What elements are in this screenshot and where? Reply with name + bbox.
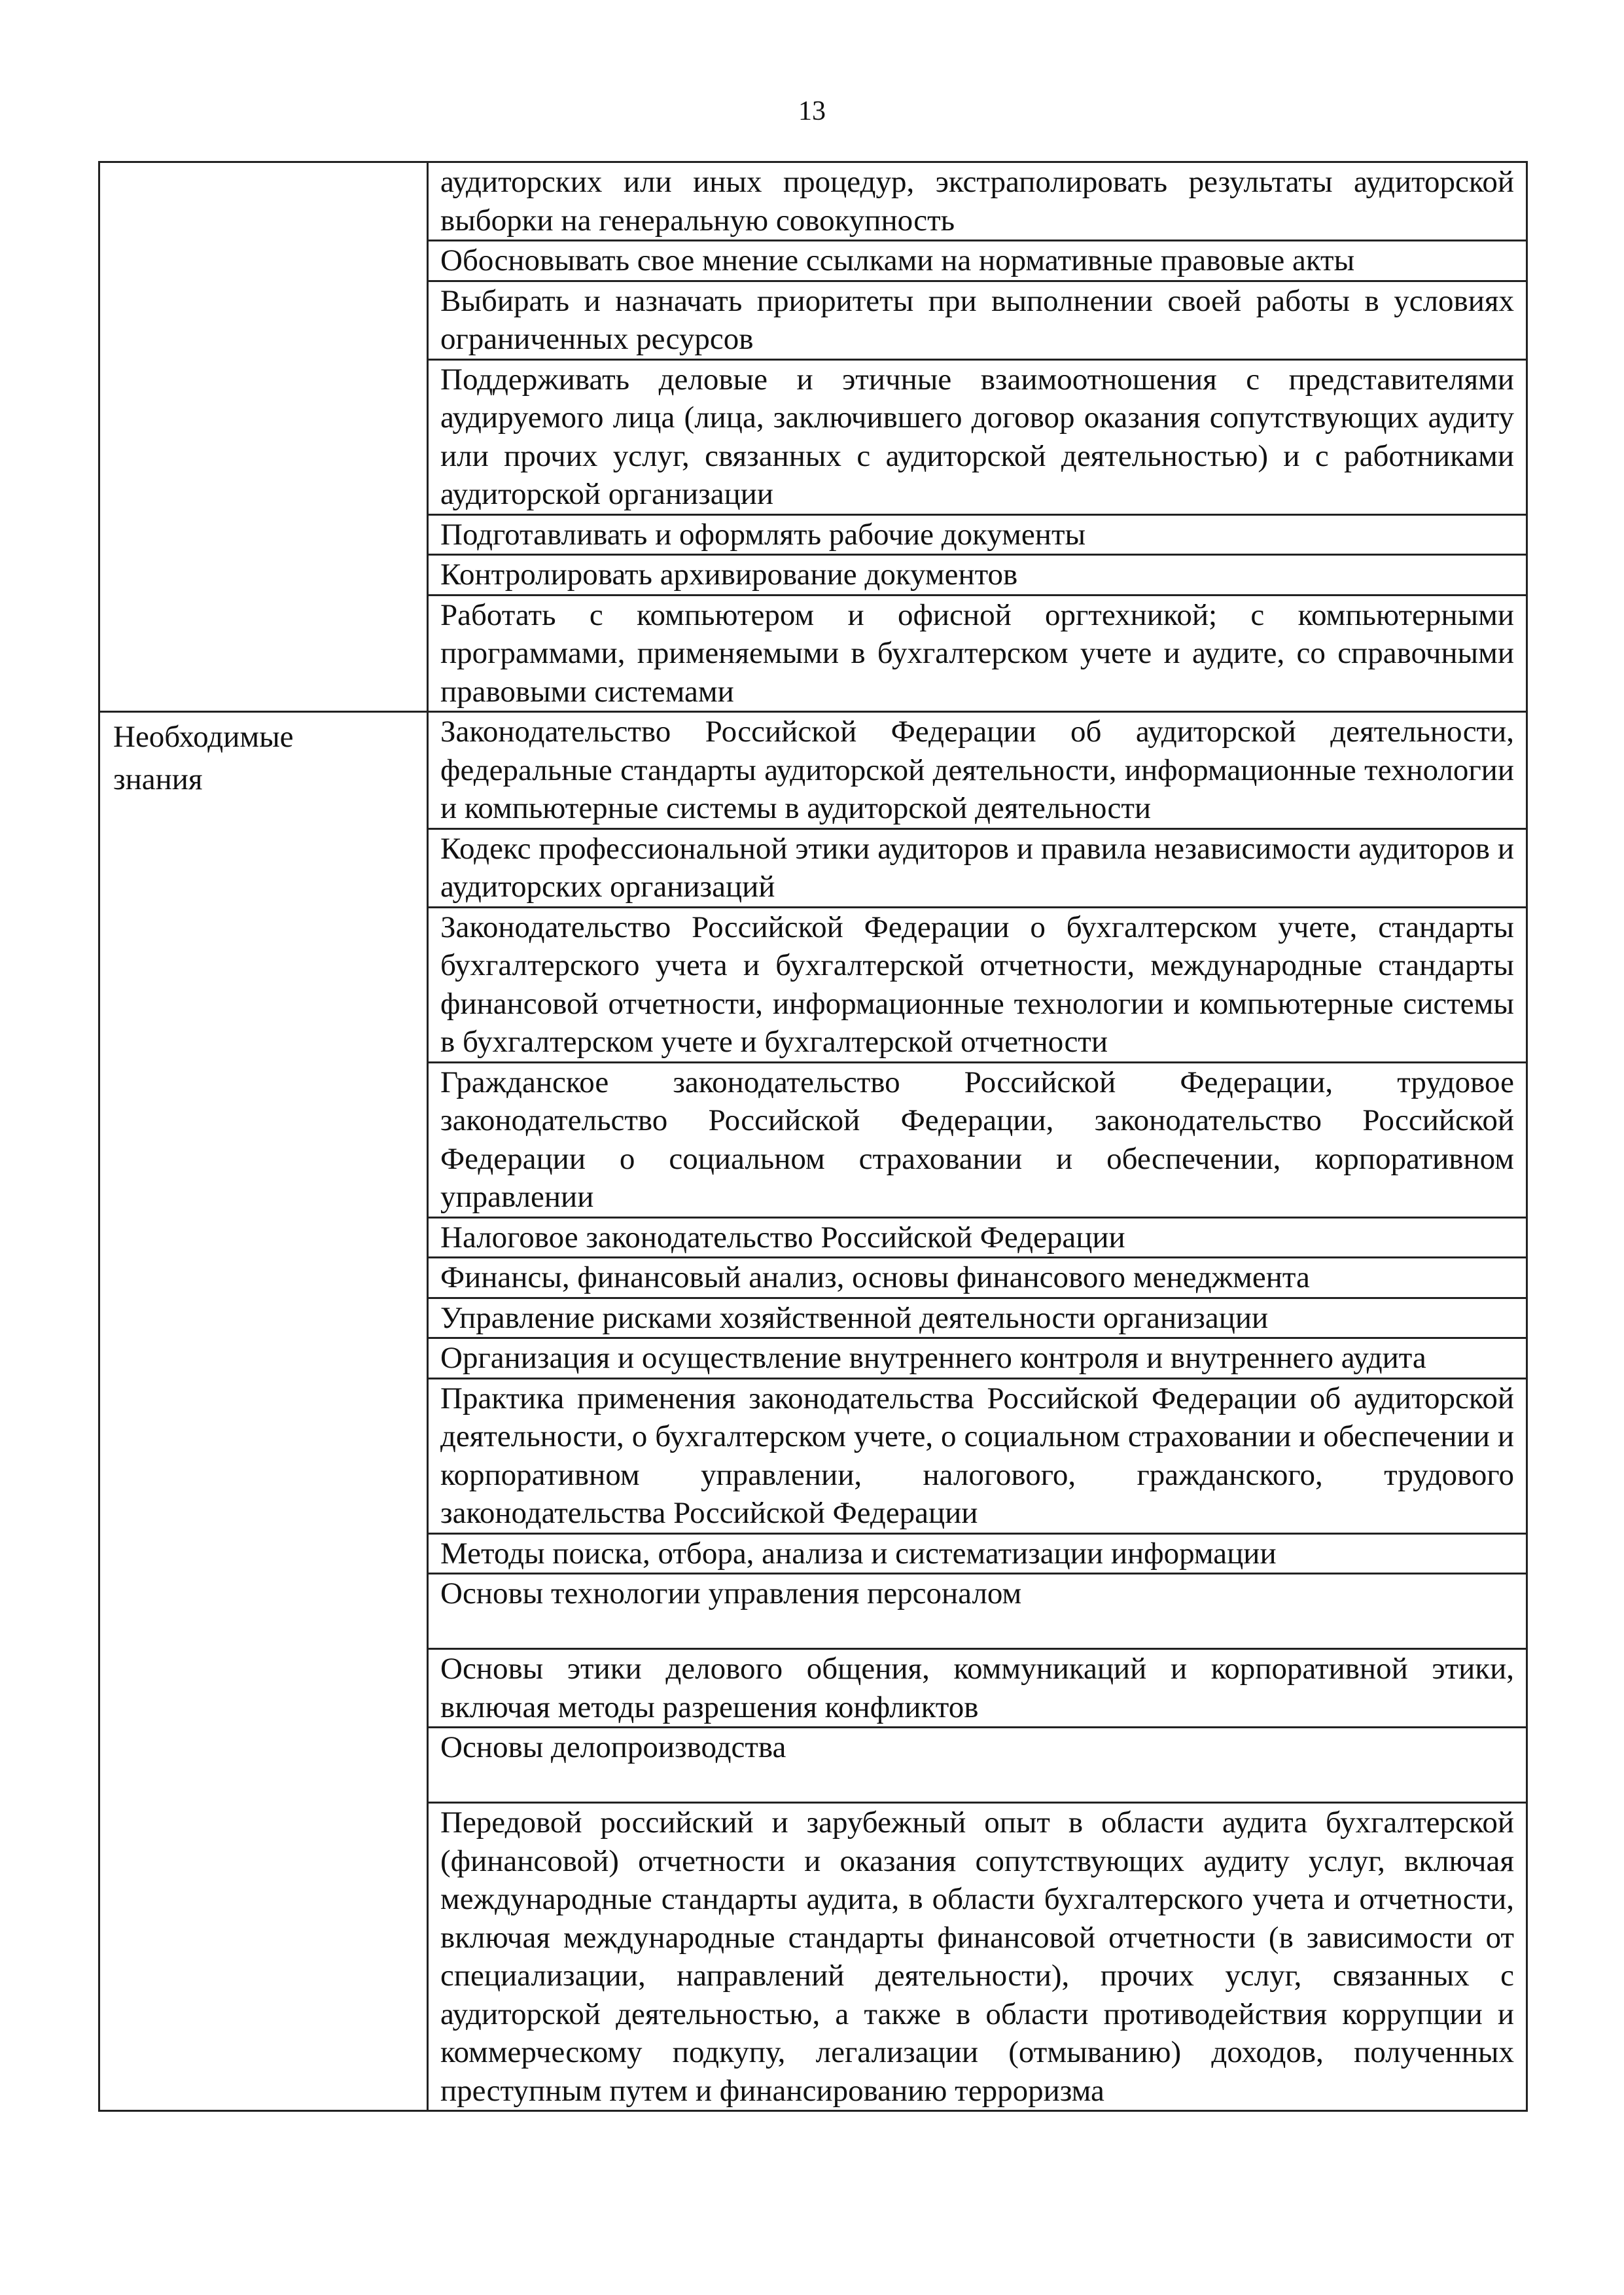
table-row — [99, 162, 1527, 241]
knowledge-item: Кодекс профессиональной этики аудиторов и правила независимости аудиторов и аудиторских организаций — [428, 828, 1527, 907]
knowledge-item: Управление рисками хозяйственной деятельности организации — [428, 1298, 1527, 1338]
skill-item: Контролировать архивирование документов — [428, 555, 1527, 596]
knowledge-label-line1: Необходимые — [113, 720, 294, 754]
skills-label-cell — [99, 162, 428, 712]
skill-item: Поддерживать деловые и этичные взаимоотношения с представителями аудируемого лица (лица, заключившего договор оказания сопутствующих аудиту или прочих услуг, связанных с аудиторской деятельностью) и с работниками аудиторской организации — [428, 359, 1527, 514]
knowledge-item: Практика применения законодательства Российской Федерации об аудиторской деятельности, о бухгалтерском учете, о социальном страховании и обеспечении и корпоративном управлении, налогового, гражданского, трудового законодательства Российской Федерации — [428, 1378, 1527, 1533]
skill-item: Работать с компьютером и офисной оргтехникой; с компьютерными программами, применяемыми в бухгалтерском учете и аудите, со справочными правовыми системами — [428, 595, 1527, 712]
knowledge-item: Гражданское законодательство Российской Федерации, трудовое законодательство Российской Федерации, законодательство Российской Федерации о социальном страховании и обеспечении, корпоративном управлении — [428, 1062, 1527, 1217]
knowledge-item: Основы делопроизводства — [428, 1728, 1527, 1803]
knowledge-item: Основы технологии управления персоналом — [428, 1574, 1527, 1649]
skill-item: Выбирать и назначать приоритеты при выполнении своей работы в условиях ограниченных ресурсов — [428, 281, 1527, 359]
table-row — [99, 712, 1527, 829]
page-number: 13 — [798, 96, 826, 126]
skill-item: Обосновывать свое мнение ссылками на нормативные правовые акты — [428, 241, 1527, 281]
knowledge-item: Организация и осуществление внутреннего контроля и внутреннего аудита — [428, 1338, 1527, 1379]
knowledge-item: Финансы, финансовый анализ, основы финансового менеджмента — [428, 1258, 1527, 1298]
knowledge-label-cell — [99, 712, 428, 2111]
competency-table — [98, 161, 1528, 2112]
knowledge-item: Передовой российский и зарубежный опыт в области аудита бухгалтерской (финансовой) отчетности и оказания сопутствующих аудиту услуг, включая международные стандарты аудита, в области бухгалтерского учета и отчетности, включая международные стандарты финансовой отчетности (в зависимости от специализации, направлений деятельности), прочих услуг, связанных с аудиторской деятельностью, а также в области противодействия коррупции и коммерческому подкупу, легализации (отмыванию) доходов, полученных преступным путем и финансированию терроризма — [428, 1803, 1527, 2111]
knowledge-label-line2: знания — [113, 762, 203, 796]
knowledge-item: Законодательство Российской Федерации об аудиторской деятельности, федеральные стандарты аудиторской деятельности, информационные технологии и компьютерные системы в аудиторской деятельности — [428, 712, 1527, 829]
knowledge-item: Методы поиска, отбора, анализа и систематизации информации — [428, 1533, 1527, 1574]
knowledge-item: Основы этики делового общения, коммуникаций и корпоративной этики, включая методы разрешения конфликтов — [428, 1649, 1527, 1728]
knowledge-item: Налоговое законодательство Российской Федерации — [428, 1217, 1527, 1258]
skill-item: аудиторских или иных процедур, экстраполировать результаты аудиторской выборки на генеральную совокупность — [428, 162, 1527, 241]
knowledge-item: Законодательство Российской Федерации о бухгалтерском учете, стандарты бухгалтерского учета и бухгалтерской отчетности, международные стандарты финансовой отчетности, информационные технологии и компьютерные системы в бухгалтерском учете и бухгалтерской отчетности — [428, 907, 1527, 1062]
skill-item: Подготавливать и оформлять рабочие документы — [428, 514, 1527, 555]
